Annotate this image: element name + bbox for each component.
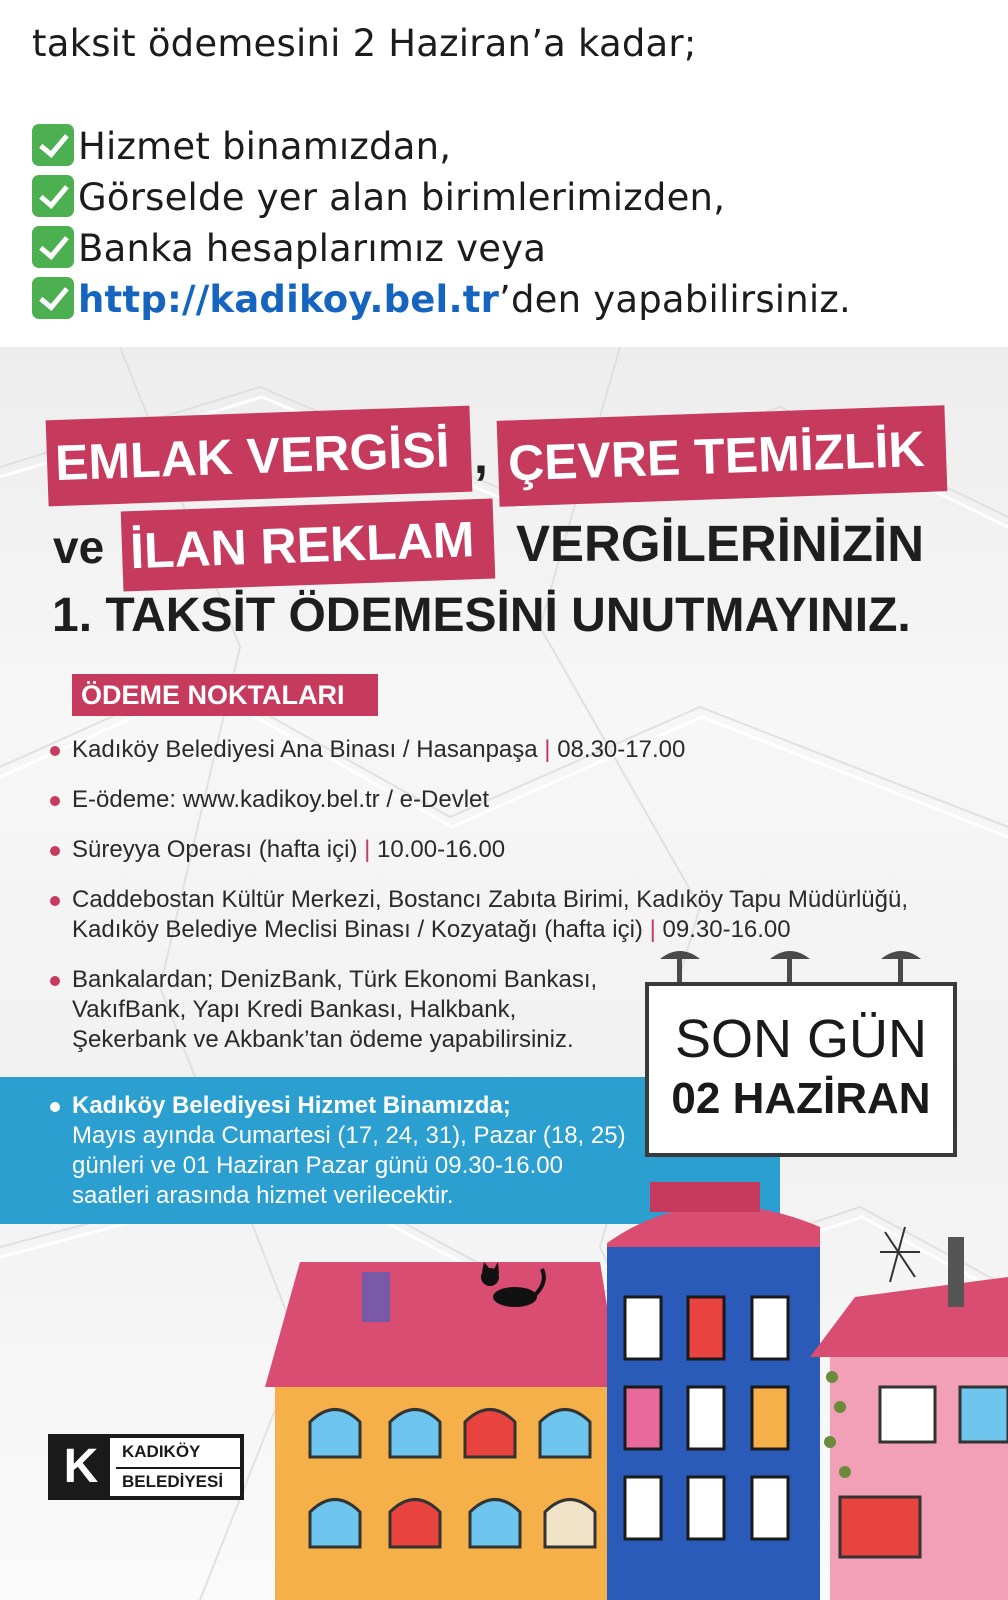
payment-points-label: ÖDEME NOKTALARI xyxy=(72,674,378,716)
sign-date: 02 HAZİRAN xyxy=(671,1074,931,1123)
post-list-item: http://kadikoy.bel.tr’den yapabilirsiniz. xyxy=(32,277,851,321)
post-list-item: Görselde yer alan birimlerimizden, xyxy=(32,175,725,219)
logo-line2: BELEDİYESİ xyxy=(122,1472,224,1491)
cevre-temizlik-highlight: ÇEVRE TEMİZLİK xyxy=(497,405,948,507)
kadikoy-website-link[interactable]: http://kadikoy.bel.tr xyxy=(78,278,500,321)
tax-reminder-poster[interactable] xyxy=(0,347,1008,1600)
payment-point-item: Kadıköy Belediyesi Ana Binası / Hasanpaşa | 08.30-17.00 xyxy=(50,735,950,767)
payment-point-item: Caddebostan Kültür Merkezi, Bostancı Zabıta Birimi, Kadıköy Tapu Müdürlüğü, Kadıköy Belediye Meclisi Binası / Kozyatağı (hafta içi) | 09.30-16.00 xyxy=(50,885,950,947)
service-hours-text: Kadıköy Belediyesi Hizmet Binamızda; Mayıs ayında Cumartesi (17, 24, 31), Pazar (18, 25) günleri ve 01 Haziran Pazar günü 09.30-16.00 saatleri arasında hizmet verilecektir. xyxy=(50,1091,790,1211)
payment-point-item: Bankalardan; DenizBank, Türk Ekonomi Bankası, VakıfBank, Yapı Kredi Bankası, Halkbank, Şekerbank ve Akbank’tan ödeme yapabilirsiniz. xyxy=(50,965,650,1057)
logo-letter: K xyxy=(52,1438,110,1496)
headline-reminder: 1. TAKSİT ÖDEMESİNİ UNUTMAYINIZ. xyxy=(52,589,911,642)
headline-ve: ve xyxy=(53,521,105,573)
headline-vergilerinizin: VERGİLERİNİZİN xyxy=(516,515,925,572)
ilan-reklam-highlight: İLAN REKLAM xyxy=(121,499,496,592)
kadikoy-belediyesi-logo xyxy=(48,1434,244,1500)
sign-last-day: SON GÜN xyxy=(674,1009,928,1069)
post-line: taksit ödemesini 2 Haziran’a kadar; xyxy=(32,22,697,65)
emlak-vergisi-highlight: EMLAK VERGİSİ xyxy=(46,406,473,507)
post-list-item: Banka hesaplarımız veya xyxy=(32,226,546,270)
logo-line1: KADIKÖY xyxy=(122,1442,201,1461)
payment-point-item: Süreyya Operası (hafta içi) | 10.00-16.00 xyxy=(50,835,950,867)
payment-point-item: E-ödeme: www.kadikoy.bel.tr / e-Devlet xyxy=(50,785,950,817)
check-mark-button-icon xyxy=(32,124,74,166)
post-text xyxy=(0,0,1008,335)
houses-illustration xyxy=(0,347,1008,1600)
check-mark-button-icon xyxy=(32,277,74,319)
post-list-item: Hizmet binamızdan, xyxy=(32,124,451,168)
check-mark-button-icon xyxy=(32,175,74,217)
check-mark-button-icon xyxy=(32,226,74,268)
last-day-sign xyxy=(645,982,957,1157)
headline-comma: , xyxy=(474,428,488,484)
